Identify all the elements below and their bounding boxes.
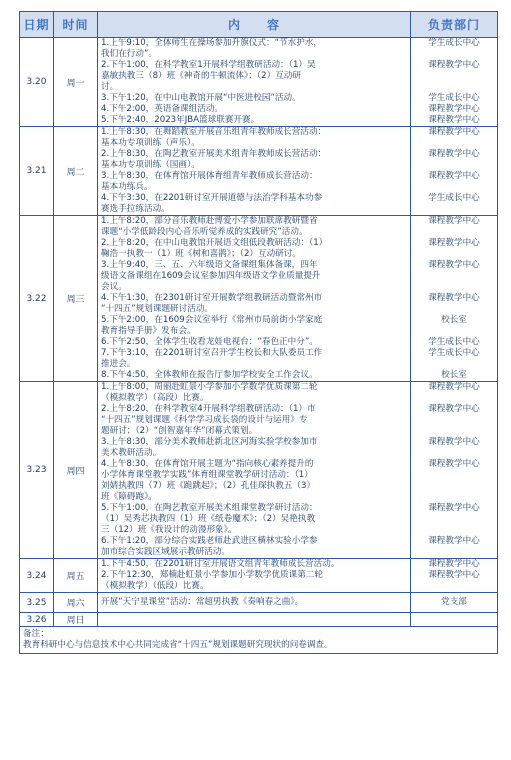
dept-line: 课程教学中心 (428, 559, 480, 569)
dept-cell (411, 127, 498, 216)
note-row (20, 627, 498, 654)
day-cell: 周日 (54, 613, 98, 627)
dept-line (411, 49, 497, 60)
dept-line (411, 227, 497, 238)
content-cell (98, 613, 411, 627)
schedule-item-line: 4.下午1:30，在2301研讨室开展数学组教研活动暨常州市 (101, 293, 323, 303)
schedule-item-line: 鞠浩一执教一（1）班《树和喜鹊》；（2）互动研讨。 (101, 249, 301, 259)
dept-line: 课程教学中心 (428, 404, 480, 414)
schedule-item-line: 5.下午2:00，在1609会议室举行《常州市局前街小学家庭 (101, 315, 323, 325)
schedule-item-line: （模拟教学）（低段）比赛。 (101, 581, 209, 591)
table-row (20, 382, 498, 559)
schedule-item-line: 8.下午4:50，全体教师在报告厅参加学校安全工作会议。 (101, 370, 318, 380)
schedule-item-line: 2.上午8:30，在陶艺教室开展美术组青年教师成长营活动： (101, 149, 327, 159)
dept-line: 校长室 (441, 370, 467, 380)
dept-line: 课程教学中心 (428, 293, 480, 303)
dept-line (411, 470, 497, 481)
dept-line: 学生成长中心 (428, 348, 480, 358)
schedule-item-line: 1.上午9:10，全体师生在操场参加升旗仪式：“节水护水， (101, 38, 323, 48)
dept-line (411, 160, 497, 171)
table-row (20, 216, 498, 382)
dept-line: 课程教学中心 (428, 238, 480, 248)
dept-line: 课程教学中心 (428, 570, 480, 580)
table-row (20, 559, 498, 593)
schedule-item-line: 讨。 (101, 82, 119, 92)
schedule-item-line: 1.上午8:20，部分音乐教师赴博爱小学参加联席教研暨省 (101, 216, 318, 226)
dept-line (411, 82, 497, 93)
schedule-item-line: 推进会。 (101, 359, 136, 369)
dept-line: 学生成长中心 (428, 38, 480, 48)
schedule-item-line: 级语文备课组在1609会议室参加四年级语文学业质量提升 (101, 271, 321, 281)
date-cell: 3.25 (20, 593, 54, 613)
schedule-item-line: 3.上午9:40，三、五、六年级语文备课组集体备课，四年 (101, 260, 318, 270)
schedule-item-line: 课题“小学低龄段内心音乐听觉养成的实践研究”活动。 (101, 227, 308, 237)
schedule-item-line: 6.下午2:50，全体学生收看龙娃电视台：“春色正中分”。 (101, 337, 318, 347)
dept-line: 学生成长中心 (428, 337, 480, 347)
table-row (20, 38, 498, 127)
schedule-item-line: 基本功专项训练（国画）。 (101, 160, 200, 170)
dept-line: 课程教学中心 (428, 171, 480, 181)
note-cell (20, 627, 498, 654)
weekly-schedule-table (19, 11, 498, 654)
table-row (20, 613, 498, 627)
dept-cell (411, 38, 498, 127)
dept-line: 课程教学中心 (428, 127, 480, 137)
header-date: 日期 (20, 12, 54, 38)
dept-line (411, 138, 497, 149)
dept-line (411, 359, 497, 370)
day-cell: 周五 (54, 559, 98, 593)
dept-cell (411, 613, 498, 627)
schedule-item-line: 2.下午1:00，在科学教室1开展科学组教研活动：（1）吴 (101, 60, 316, 70)
dept-cell (411, 382, 498, 559)
header-row (20, 12, 498, 38)
dept-line (411, 282, 497, 293)
dept-line: 课程教学中心 (428, 503, 480, 513)
dept-cell (411, 559, 498, 593)
dept-line: 课程教学中心 (428, 382, 480, 392)
schedule-item-line: 嘉敏执教三（8）班《神奇的牛顿流体》；（2）互动研 (101, 71, 301, 81)
schedule-item-line: 赛选手拉练活动。 (101, 204, 170, 214)
schedule-item-line: 2.下午12:30，郑楠赴虹景小学参加小学数学优质课第二轮 (101, 570, 324, 580)
content-cell (98, 216, 411, 382)
dept-line: 课程教学中心 (428, 104, 480, 114)
dept-line: 学生成长中心 (428, 93, 480, 103)
content-cell: 开展“天宁星课堂”活动：常超男执教《奏响春之曲》。 (98, 593, 411, 613)
dept-cell (411, 216, 498, 382)
dept-line: 课程教学中心 (428, 536, 480, 546)
day-cell: 周六 (54, 593, 98, 613)
schedule-item-line: 我们在行动”。 (101, 49, 158, 59)
dept-line (411, 547, 497, 558)
content-cell (98, 559, 411, 593)
dept-line: 校长室 (441, 315, 467, 325)
day-cell: 周四 (54, 382, 98, 559)
schedule-item-line: 美术教研活动。 (101, 448, 162, 458)
day-cell: 周三 (54, 216, 98, 382)
schedule-item-line: 1.上午8:30，在舞蹈教室开展音乐组青年教师成长营活动： (101, 127, 327, 137)
date-cell: 3.21 (20, 127, 54, 216)
schedule-item-line: 7.下午3:10，在2201研讨室召开学生校长和大队委员工作 (101, 348, 323, 358)
dept-line: 课程教学中心 (428, 459, 480, 469)
dept-line (411, 448, 497, 459)
date-cell: 3.26 (20, 613, 54, 627)
content-cell (98, 38, 411, 127)
table-row (20, 593, 498, 613)
dept-line (411, 249, 497, 260)
schedule-item-line: 刘婧执教四（7）班《跪跳起》；（2）孔佳琛执教五（3） (101, 481, 316, 491)
dept-line (411, 271, 497, 282)
day-cell: 周二 (54, 127, 98, 216)
schedule-item-line: 3.上午8:30，部分美术教师赴新北区河海实验学校参加市 (101, 437, 318, 447)
schedule-item-line: 基本功练兵。 (101, 182, 153, 192)
header-dept: 负责部门 (411, 12, 498, 38)
schedule-item-line: 班《障碍跑》。 (101, 492, 157, 502)
schedule-item-line: 2.上午8:20，在中山电教馆开展语文组低段教研活动：（1） (101, 238, 328, 248)
schedule-item-line: 加市综合实践区域展示教研活动。 (101, 547, 230, 557)
dept-line (411, 426, 497, 437)
dept-cell: 党支部 (411, 593, 498, 613)
dept-line (411, 182, 497, 193)
dept-line: 课程教学中心 (428, 115, 480, 125)
dept-line: 课程教学中心 (428, 437, 480, 447)
content-cell (98, 382, 411, 559)
header-time: 时间 (54, 12, 98, 38)
dept-line: 课程教学中心 (428, 216, 480, 226)
table-row (20, 127, 498, 216)
dept-line (411, 481, 497, 492)
dept-line: 课程教学中心 (428, 60, 480, 70)
schedule-item-line: 5.下午1:00，在陶艺教室开展美术组课堂教学研讨活动： (101, 503, 318, 513)
date-cell: 3.20 (20, 38, 54, 127)
dept-line (411, 393, 497, 404)
schedule-item-line: 3.下午1:20，在中山电教馆开展“中医进校园”活动。 (101, 93, 301, 103)
dept-line (411, 492, 497, 503)
date-cell: 3.24 (20, 559, 54, 593)
content-cell (98, 127, 411, 216)
dept-line (411, 71, 497, 82)
schedule-item-line: 4.下午2:00，英语备课组活动。 (101, 104, 224, 114)
schedule-item-line: 题研讨；（2）“创智嘉年华”闭幕式策划。 (101, 426, 258, 436)
dept-line: 课程教学中心 (428, 260, 480, 270)
schedule-item-line: 5.下午2:40，2023年JBA篮球联赛开赛。 (101, 115, 260, 125)
schedule-item-line: 小学体育课堂教学实践”体育组课堂教学研讨活动：（1） (101, 470, 313, 480)
schedule-item-line: 3.上午8:30，在体育馆开展体育组青年教师成长营活动： (101, 171, 318, 181)
schedule-item-line: （1）吴秀芯执教四（1）班《纸卷魔术》；（2）吴艳执教 (101, 514, 316, 524)
schedule-item-line: 4.上午8:30，在体育馆开展主题为“指向核心素养提升的 (101, 459, 314, 469)
schedule-item-line: “十四五”规划课题《科学学习成长袋的设计与运用》专 (101, 415, 308, 425)
date-cell: 3.22 (20, 216, 54, 382)
dept-line (411, 304, 497, 315)
note-label: 备注： (23, 629, 49, 639)
schedule-item-line: 三（12）班《我设计的动漫形象》。 (101, 525, 237, 535)
dept-line: 课程教学中心 (428, 149, 480, 159)
schedule-item-line: “十四五”规划课题研讨活动。 (101, 304, 214, 314)
schedule-item-line: 基本功专项训练（声乐）。 (101, 138, 200, 148)
schedule-item-line: 6.下午1:20，部分综合实践老师赴武进区横林实验小学参 (101, 536, 318, 546)
schedule-item-line: 教育指导手册》发布会。 (101, 326, 196, 336)
dept-line (411, 581, 497, 592)
dept-line (411, 514, 497, 525)
note-text: 教育科研中心与信息技术中心共同完成省“十四五”规划课题研究现状的问卷调查。 (23, 640, 333, 650)
schedule-item-line: 2.上午8:20，在科学教室4开展科学组教研活动：（1）市 (101, 404, 316, 414)
dept-line: 学生成长中心 (428, 193, 480, 203)
schedule-item-line: 1.下午4:50，在2201研讨室开展语文组青年教师成长营活动。 (101, 559, 340, 569)
dept-line (411, 525, 497, 536)
date-cell: 3.23 (20, 382, 54, 559)
schedule-item-line: 4.下午3:30，在2201研讨室开展道德与法治学科基本功参 (101, 193, 323, 203)
schedule-item-line: 会议。 (101, 282, 127, 292)
header-content: 内 容 (98, 12, 411, 38)
schedule-item-line: （模拟教学）（高段）比赛。 (101, 393, 209, 403)
dept-line (411, 415, 497, 426)
schedule-item-line: 1.上午8:00，周丽赴虹景小学参加小学数学优质课第二轮 (101, 382, 318, 392)
day-cell: 周一 (54, 38, 98, 127)
dept-line (411, 204, 497, 215)
dept-line (411, 326, 497, 337)
